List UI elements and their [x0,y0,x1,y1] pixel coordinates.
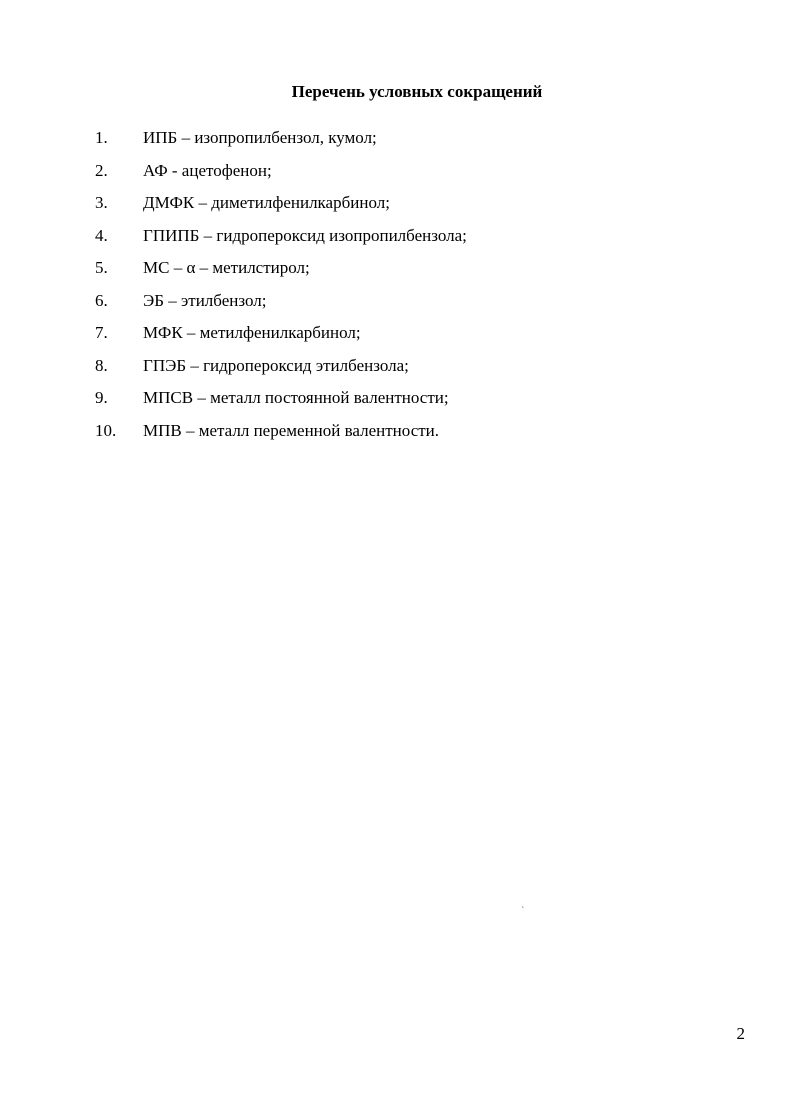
page-number: 2 [736,1024,745,1043]
list-item-text: МФК – метилфенилкарбинол; [143,323,361,343]
list-item [95,155,467,188]
list-item-number: 3. [95,193,108,213]
list-item-number: 6. [95,290,108,310]
list-item [95,382,467,415]
list-item-text: ГПИПБ – гидропероксид изопропилбензола; [143,225,467,245]
stray-mark: ` [521,906,525,917]
list-item-text: МС – α – метилстирол; [143,258,310,278]
list-item-number: 2. [95,160,108,180]
list-item-number: 10. [95,420,117,440]
list-item-number: 4. [95,225,108,245]
list-item [95,317,467,350]
list-item-number: 8. [95,355,108,375]
list-item-text: МПСВ – металл постоянной валентности; [143,388,449,408]
list-item [95,187,467,220]
document-title: Перечень условных сокращений [291,82,543,101]
list-item [95,220,467,253]
list-item [95,285,467,318]
abbreviation-list [95,122,467,447]
list-item-number: 5. [95,258,108,278]
list-item-text: ИПБ – изопропилбензол, кумол; [143,128,377,148]
list-item-number: 1. [95,128,108,148]
list-item [95,350,467,383]
list-item-text: ЭБ – этилбензол; [143,290,267,310]
list-item-text: ДМФК – диметилфенилкарбинол; [143,193,390,213]
list-item [95,415,467,448]
list-item-text: ГПЭБ – гидропероксид этилбензола; [143,355,409,375]
list-item-number: 9. [95,388,108,408]
list-item-text: АФ - ацетофенон; [143,160,272,180]
list-item [95,252,467,285]
list-item [95,122,467,155]
list-item-text: МПВ – металл переменной валентности. [143,420,440,440]
list-item-number: 7. [95,323,108,343]
